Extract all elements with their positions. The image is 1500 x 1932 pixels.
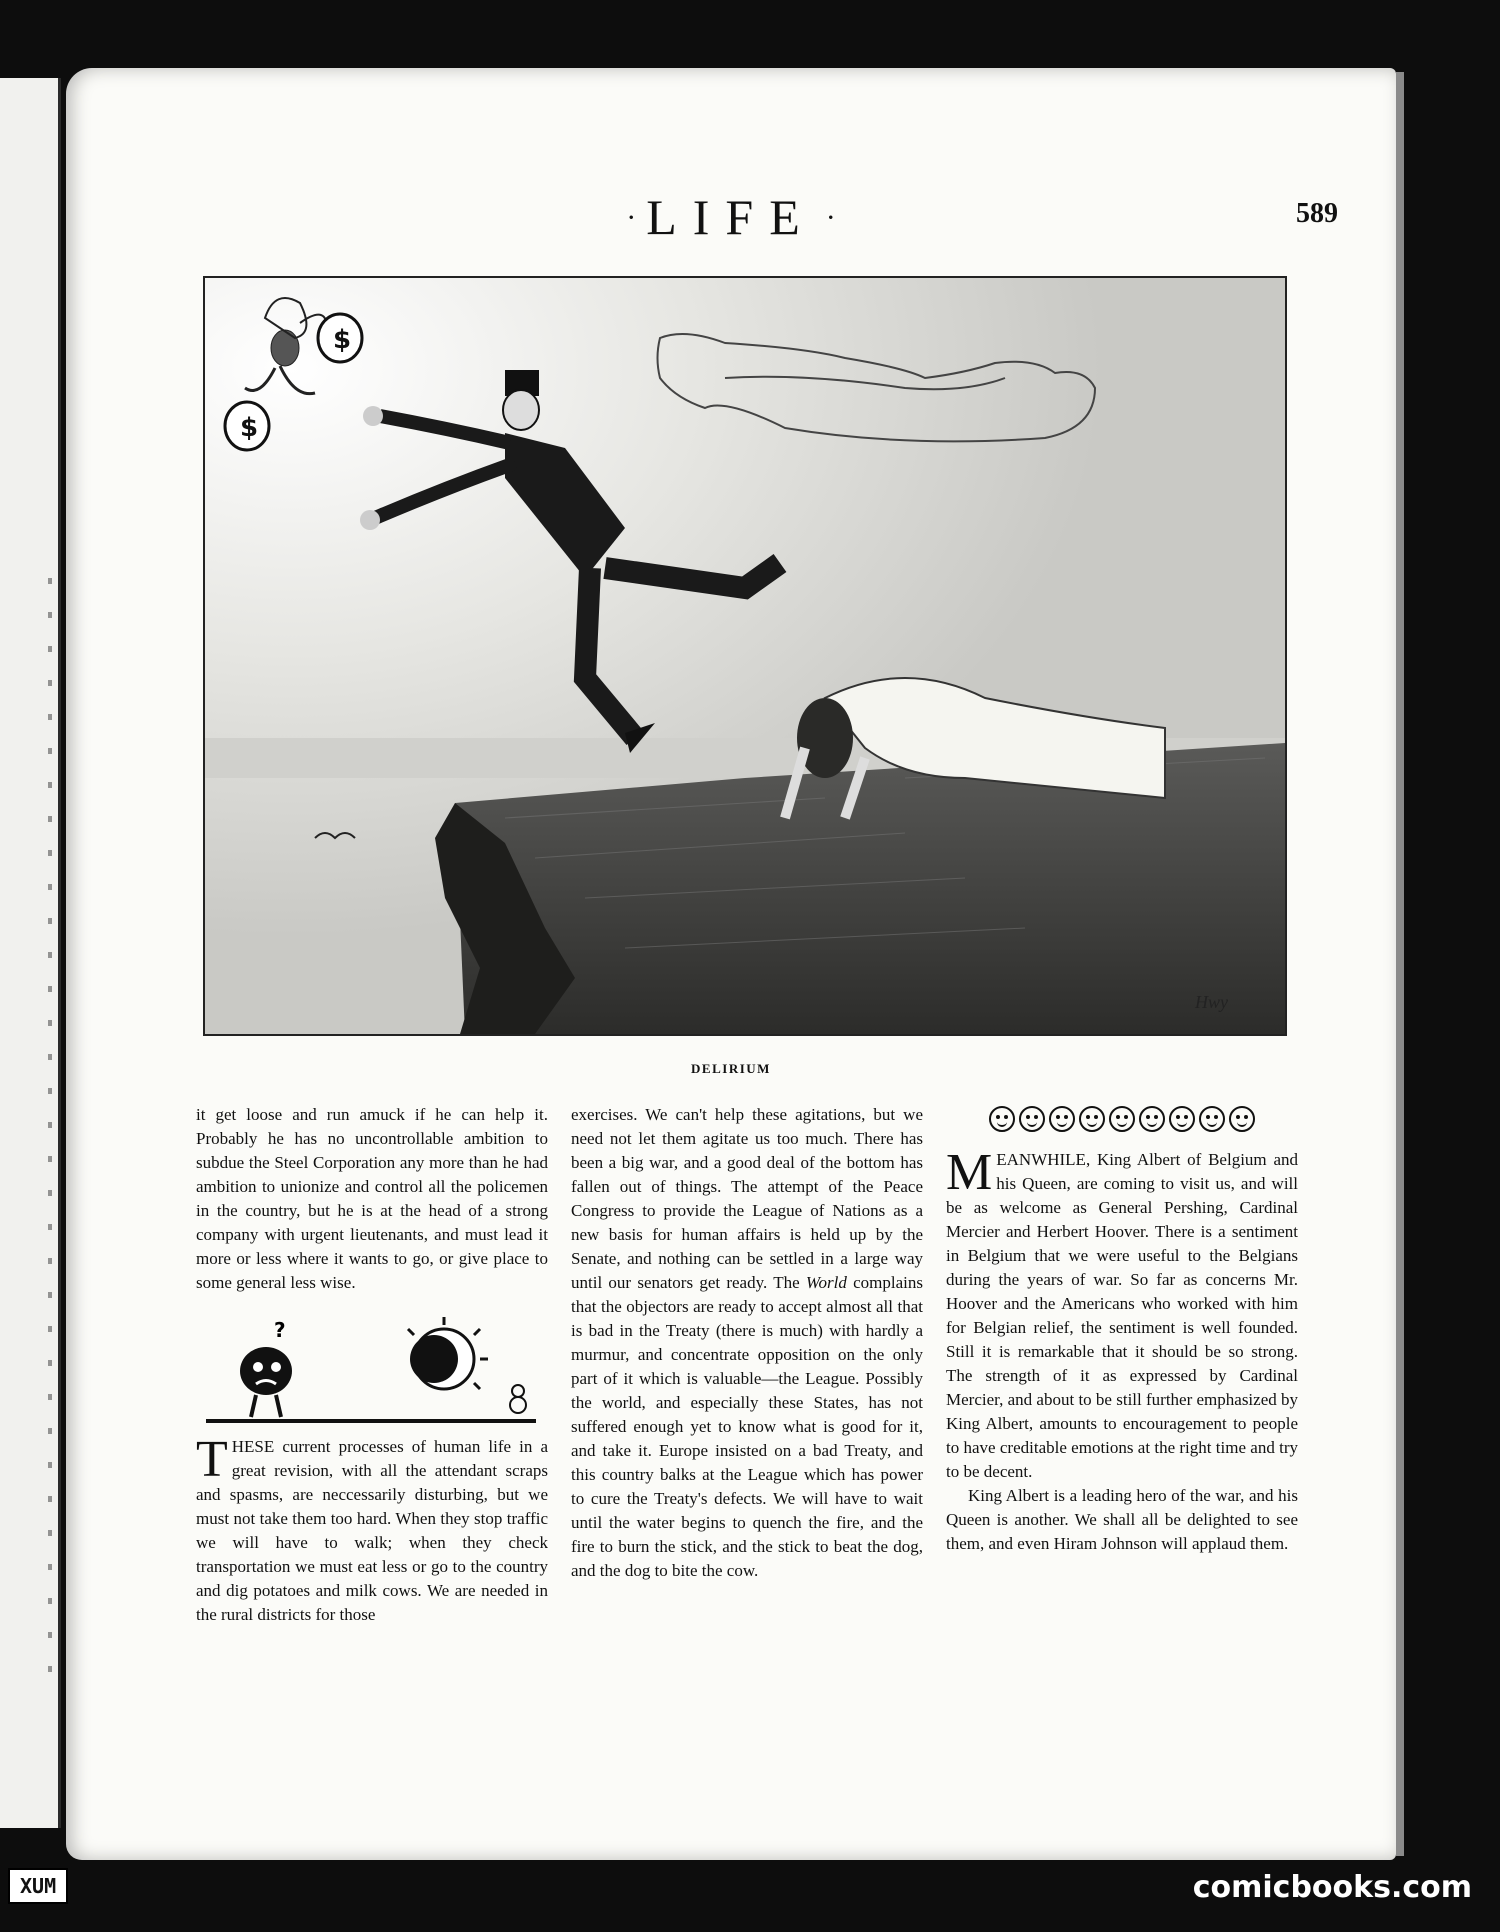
clown-face-icon xyxy=(1169,1106,1195,1132)
clown-face-icon xyxy=(1109,1106,1135,1132)
page-header xyxy=(66,188,1396,248)
column1-para2: THESE current processes of human life in a great revision, with all the attendant scraps and spasms, are neccessarily disturbing, but we must not take them too hard. When they stop traffic we will have to walk; when they check transportation we must eat less or go to the country and dig potatoes and milk cows. We are needed in the rural districts for those xyxy=(196,1431,548,1624)
site-watermark: comicbooks.com xyxy=(1192,1870,1472,1905)
illustration-caption: DELIRIUM xyxy=(691,1061,771,1076)
scan-marks xyxy=(48,578,52,1678)
clown-faces-ornament xyxy=(946,1106,1298,1132)
svg-text:$: $ xyxy=(240,413,259,443)
text-column-1 xyxy=(196,1103,548,1627)
italic-word: World xyxy=(805,1273,847,1292)
column3-para1: MEANWHILE, King Albert of Belgium and his Queen, are coming to visit us, and will be as welcome as General Pershing, Cardinal Mercier and Herbert Hoover. There is a sentiment in Belgium that we were useful to the Belgians during the years of war. So far as concerns Mr. Hoover and the Americans who worked with him for Belgian relief, the sentiment is well founded. Still it is remarkable that it should be so strong. The strength of it as expressed by Cardinal Mercier, and about to be still further emphasized by King Albert, amounts to encouragement to people to have creditable emotions at the right time and try to be decent. xyxy=(946,1144,1298,1481)
crying-face-icon xyxy=(240,1347,292,1417)
money-bag-icon xyxy=(318,314,362,362)
page-number: 589 xyxy=(1296,198,1338,229)
clown-face-icon xyxy=(1049,1106,1075,1132)
left-page-edge xyxy=(0,78,61,1828)
clown-face-icon xyxy=(1019,1106,1045,1132)
column2-para: exercises. We can't help these agitations, but we need not let them agitate us too much. There has been a big war, and a good deal of the bottom has fallen out of things. The attempt of the Peace Congress to provide the League of Nations as a new basis for human affairs is held up by the Senate, and nothing can be settled in a large way until our senators get ready. The World complains that the objectors are ready to accept almost all that is bad in the Treaty (there is much) with hardly a murmur, and concentrate opposition on the only part of it which is valuable—the League. Possibly the world, and especially these States, has not suffered enough yet to know what is good for it, and take it. Europe insisted on a bad Treaty, and this country balks at the League which has power to cure the Treaty's defects. We will have to wait until the water begins to quench the fire, and the fire to burn the stick, and the stick to beat the dog, and the dog to bite the cow. xyxy=(571,1105,923,1580)
page-edge xyxy=(1396,72,1404,1856)
artist-signature: Hwy xyxy=(1195,992,1228,1012)
clown-face-icon xyxy=(1079,1106,1105,1132)
decorative-cartoon xyxy=(196,1309,548,1429)
clown-face-icon xyxy=(1229,1106,1255,1132)
svg-text:$: $ xyxy=(333,325,352,355)
column3-para2: King Albert is a leading hero of the war, and his Queen is another. We shall all be delighted to see them, and even Hiram Johnson will applaud them. xyxy=(946,1486,1298,1553)
text-column-3 xyxy=(946,1106,1298,1556)
cartoon-illustration xyxy=(203,276,1287,1036)
sun-moon-icon xyxy=(408,1317,488,1389)
clown-face-icon xyxy=(1199,1106,1225,1132)
magazine-page xyxy=(66,68,1396,1860)
clown-face-icon xyxy=(989,1106,1015,1132)
clown-face-icon xyxy=(1139,1106,1165,1132)
column1-para1: it get loose and run amuck if he can help it. Probably he has no uncontrollable ambition to subdue the Steel Corporation any more than he had ambition to unionize and control all the policemen in the country, but he is at the head of a strong company with urgent lieutenants, and must lead it more or less where it wants to go, or give place to some general less wise. xyxy=(196,1105,548,1292)
question-mark-icon: ? xyxy=(274,1318,286,1342)
text-column-2 xyxy=(571,1103,923,1583)
cartoon-drawing xyxy=(205,278,1285,1034)
money-bag-icon xyxy=(225,402,269,450)
page-title: · LIFE · xyxy=(626,189,836,245)
archive-tag: XUM xyxy=(8,1868,68,1904)
